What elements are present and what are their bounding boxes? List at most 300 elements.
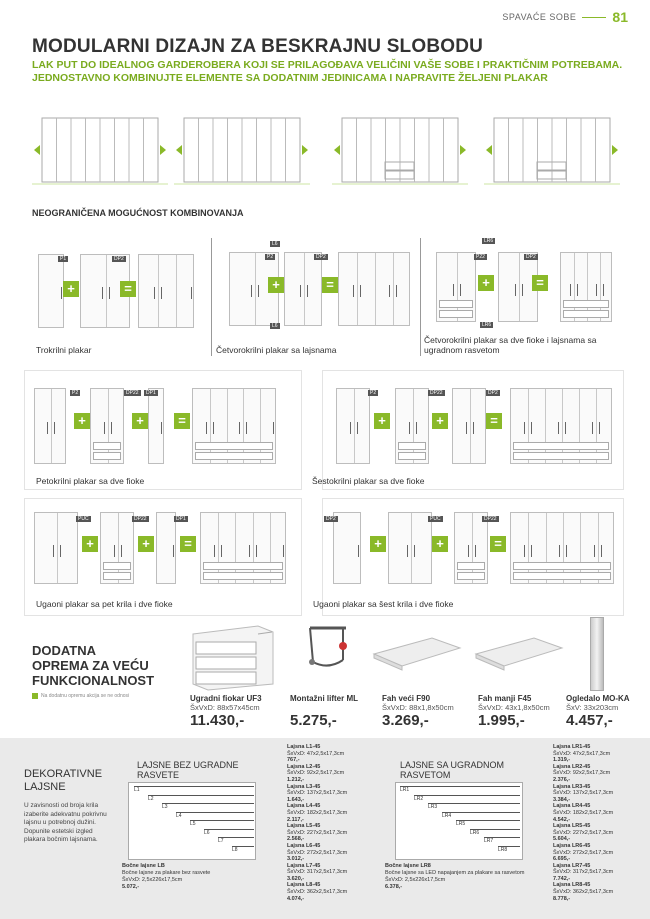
drawer [439, 310, 473, 318]
price-list-item [553, 823, 613, 843]
door-handle [191, 287, 192, 299]
wardrobe-module [192, 388, 276, 464]
item-price: 1.319,- [553, 757, 571, 764]
wardrobe-module [336, 388, 370, 464]
item-name: Lajsna LR3-45 [553, 783, 591, 790]
door-divider [57, 513, 58, 583]
extras-heading-line: DODATNA [32, 643, 97, 658]
module-tag: DP2 [316, 254, 326, 260]
lb-side-desc: Bočne lajsne za plakare bez rasvete [122, 870, 211, 876]
door-handle [524, 545, 525, 557]
item-name: Lajsna L7-45 [287, 862, 321, 869]
wardrobe-module [333, 512, 361, 584]
door-handle [221, 545, 222, 557]
item-dims: ŠxVxD: 182x2,5x17,3cm [553, 809, 614, 816]
extras-note [32, 693, 129, 699]
door-handle [396, 285, 397, 297]
item-price: 4.074,- [287, 895, 305, 902]
door-divider [304, 253, 305, 325]
module-tag: DP2 [114, 256, 124, 262]
door-handle [594, 545, 595, 557]
module-tag: PUC [430, 516, 441, 522]
lb-side-info [122, 863, 272, 891]
drawer [513, 562, 611, 570]
drawer [103, 572, 131, 580]
module-tag: DP22 [484, 516, 497, 522]
lajsna-step: LR2 [414, 795, 520, 802]
door-handle [599, 422, 600, 434]
product-name: Montažni lifter ML [290, 694, 358, 703]
price-list-item [287, 882, 347, 902]
door-handle [109, 287, 110, 299]
item-dims: ŠxVxD: 137x2,5x17,3cm [287, 790, 348, 797]
config-caption: Petokrilni plakar sa dve fioke [36, 476, 145, 486]
door-divider [354, 389, 355, 463]
item-dims: ŠxVxD: 227x2,5x17,3cm [287, 829, 348, 836]
equals-icon: = [490, 536, 506, 552]
door-handle [473, 422, 474, 434]
plus-icon: + [370, 536, 386, 552]
lr-price-list [553, 744, 613, 902]
item-name: Lajsna L3-45 [287, 783, 321, 790]
door-handle [515, 284, 516, 296]
door-handle [559, 545, 560, 557]
drawer [398, 452, 426, 460]
price-list-item [287, 863, 347, 883]
item-dims: ŠxVxD: 362x2,5x17,3cm [553, 889, 614, 896]
product-name: Ogledalo MO-KA [566, 694, 630, 703]
module-tag: LR6 [482, 322, 492, 328]
product-dims [290, 703, 358, 712]
wardrobe-module [34, 512, 78, 584]
module-tag: P22 [476, 254, 485, 260]
config-caption: Ugaoni plakar sa šest krila i dve fioke [313, 599, 454, 609]
door-handle [114, 545, 115, 557]
door-handle [256, 545, 257, 557]
product-card [190, 694, 262, 729]
page-header [502, 9, 628, 25]
door-handle [353, 285, 354, 297]
module-tag: DP2 [488, 390, 498, 396]
module-tag: DP1 [176, 516, 186, 522]
item-name: Lajsna L5-45 [287, 823, 321, 830]
door-handle [531, 422, 532, 434]
drawer [93, 452, 121, 460]
item-dims: ŠxVxD: 92x2,5x17,3cm [553, 770, 611, 777]
lajsna-step: L5 [190, 820, 254, 827]
lajsna-step: LR1 [400, 786, 520, 793]
door-divider [357, 253, 358, 325]
module-tag: PUC [78, 516, 89, 522]
door-handle [414, 545, 415, 557]
door-handle [60, 545, 61, 557]
door-divider [255, 253, 256, 325]
config-caption: Ugaoni plakar sa pet krila i dve fioke [36, 599, 173, 609]
lajsna-step: L1 [134, 786, 254, 793]
wardrobe-module [90, 388, 124, 464]
product-card [290, 694, 358, 729]
price-list-item [287, 764, 347, 784]
door-divider [158, 255, 159, 327]
equals-icon: = [180, 536, 196, 552]
product-name: Ugradni fiokar UF3 [190, 694, 262, 703]
item-price: 5.604,- [553, 836, 571, 843]
drawer [457, 572, 485, 580]
page-subtitle [32, 59, 622, 85]
item-name: Lajsna L8-45 [287, 882, 321, 889]
modular-wardrobe-illustration [172, 104, 312, 194]
item-name: Lajsna L6-45 [287, 842, 321, 849]
drawer [439, 300, 473, 308]
item-price: 8.778,- [553, 895, 571, 902]
item-price: 1.643,- [287, 796, 305, 803]
decor-heading [24, 768, 102, 794]
wardrobe-module [200, 512, 286, 584]
door-handle [407, 545, 408, 557]
item-name: Lajsna L4-45 [287, 803, 321, 810]
door-divider [51, 389, 52, 463]
lajsna-step: L2 [148, 795, 254, 802]
item-dims: ŠxVxD: 92x2,5x17,3cm [287, 770, 345, 777]
drawer [563, 310, 609, 318]
plus-icon: + [63, 281, 79, 297]
door-handle [213, 422, 214, 434]
door-handle [350, 422, 351, 434]
modular-wardrobe-illustration [30, 104, 170, 194]
price-list-item [287, 784, 347, 804]
product-dims: ŠxVxD: 88x57x45cm [190, 703, 260, 712]
lr-side-dims: ŠxVxD: 2,5x226x17,5cm [385, 877, 446, 883]
price-list-item [553, 803, 613, 823]
config-caption: Četvorokrilni plakar sa dve fioke i lajsnama sa ugradnom rasvetom [424, 335, 597, 355]
wardrobe-module [452, 388, 486, 464]
door-divider [393, 253, 394, 325]
door-handle [104, 422, 105, 434]
door-handle [111, 422, 112, 434]
header-rule [582, 17, 606, 18]
wardrobe-module [395, 388, 429, 464]
item-name: Lajsna LR5-45 [553, 823, 591, 830]
door-handle [524, 422, 525, 434]
drawer [513, 452, 609, 460]
door-divider [519, 253, 520, 321]
door-handle [102, 287, 103, 299]
price-list-item [553, 764, 613, 784]
door-handle [357, 422, 358, 434]
divider [211, 238, 212, 356]
door-handle [161, 422, 162, 434]
item-name: Lajsna LR1-45 [553, 744, 591, 750]
wardrobe-module [148, 388, 164, 464]
equals-icon: = [532, 275, 548, 291]
drawer [195, 452, 273, 460]
product-price: 3.269,- [382, 712, 429, 729]
door-handle [592, 422, 593, 434]
door-handle [416, 422, 417, 434]
config-caption: Šestokrilni plakar sa dve fioke [312, 476, 425, 486]
item-name: Lajsna LR8-45 [553, 882, 591, 889]
wardrobe-module [510, 388, 612, 464]
module-tag: DP2 [526, 254, 536, 260]
l-price-list [287, 744, 347, 902]
door-divider [176, 255, 177, 327]
door-handle [206, 422, 207, 434]
lb-side-dims: ŠxVxD: 2,5x226x17,5cm [122, 877, 183, 883]
door-handle [460, 284, 461, 296]
door-handle [239, 422, 240, 434]
module-tag: P2 [370, 390, 377, 396]
lajsna-step: L4 [176, 812, 254, 819]
wardrobe-module [284, 252, 322, 326]
item-dims: ŠxVxD: 317x2,5x17,3cm [287, 869, 348, 876]
drawer [457, 562, 485, 570]
item-name: Lajsna LR7-45 [553, 862, 591, 869]
item-price: 2.376,- [553, 776, 571, 783]
door-handle [300, 285, 301, 297]
door-handle [283, 545, 284, 557]
item-price: 3.012,- [287, 856, 305, 863]
product-dims: ŠxV: 33x203cm [566, 703, 619, 712]
decor-text: U zavisnosti od broja krila izaberite adekvatnu pokrivnu lajsnu u potrebnoj dužini. Dopunite estetski izgled plakara bočnim lajsnama. [24, 802, 107, 843]
price-list-item [287, 843, 347, 863]
lajsna-step: L6 [204, 829, 254, 836]
product-card [382, 694, 454, 729]
note-marker [32, 693, 38, 699]
modular-wardrobe-illustration [330, 104, 470, 194]
door-handle [389, 285, 390, 297]
module-tag: DP22 [126, 390, 139, 396]
lajsna-step: L3 [162, 803, 254, 810]
item-dims: ŠxVxD: 47x2,5x17,3cm [287, 750, 345, 757]
equals-icon: = [120, 281, 136, 297]
drawer [103, 562, 131, 570]
extras-heading-line: OPREMA ZA VEĆU [32, 658, 149, 673]
door-handle [566, 545, 567, 557]
plus-icon: + [138, 536, 154, 552]
equals-icon: = [174, 413, 190, 429]
lb-title: LAJSNE BEZ UGRADNE RASVETE [137, 760, 239, 780]
item-name: Lajsna LR4-45 [553, 803, 591, 810]
drawer-unit-image [188, 622, 278, 692]
door-handle [453, 284, 454, 296]
item-name: Lajsna LR6-45 [553, 842, 591, 849]
product-price: 1.995,- [478, 712, 525, 729]
door-handle [601, 545, 602, 557]
item-price: 3.384,- [553, 796, 571, 803]
plus-icon: + [268, 277, 284, 293]
product-price: 5.275,- [290, 712, 337, 729]
item-dims: ŠxVxD: 272x2,5x17,3cm [553, 849, 614, 856]
config-caption: Trokrilni plakar [36, 345, 92, 355]
modular-wardrobe-illustration [482, 104, 622, 194]
lajsna-step: LR7 [484, 837, 520, 844]
wardrobe-module [138, 254, 194, 328]
decor-heading-line: LAJSNE [24, 781, 66, 793]
price-list-item [553, 882, 613, 902]
item-name: Lajsna L1-45 [287, 744, 321, 750]
plus-icon: + [478, 275, 494, 291]
lb-side-price: 5.072,- [122, 884, 140, 890]
item-price: 6.695,- [553, 856, 571, 863]
item-price: 4.542,- [553, 816, 571, 823]
extras-heading [32, 643, 154, 688]
door-divider [470, 389, 471, 463]
item-dims: ŠxVxD: 182x2,5x17,3cm [287, 809, 348, 816]
door-handle [475, 545, 476, 557]
price-list-item [287, 744, 347, 764]
plus-icon: + [82, 536, 98, 552]
drawer [195, 442, 273, 450]
item-price: 2.117,- [287, 816, 304, 823]
door-handle [570, 284, 571, 296]
config-caption: Četvorokrilni plakar sa lajsnama [216, 345, 337, 355]
price-list-item [287, 803, 347, 823]
door-handle [307, 285, 308, 297]
plus-icon: + [432, 536, 448, 552]
product-price: 4.457,- [566, 712, 613, 729]
door-handle [154, 287, 155, 299]
module-tag: DP2 [326, 516, 336, 522]
module-tag: P1 [60, 256, 67, 262]
product-name: Fah veći F90 [382, 694, 431, 703]
door-handle [409, 422, 410, 434]
extras-heading-line: FUNKCIONALNOST [32, 673, 155, 688]
module-tag: DP1 [146, 390, 156, 396]
door-handle [596, 284, 597, 296]
drawer [93, 442, 121, 450]
item-price: 7.742,- [553, 875, 571, 882]
item-name: Lajsna L2-45 [287, 763, 321, 770]
door-handle [246, 422, 247, 434]
price-list-item [553, 784, 613, 804]
door-handle [565, 422, 566, 434]
item-dims: ŠxVxD: 272x2,5x17,3cm [287, 849, 348, 856]
door-handle [47, 422, 48, 434]
item-name: Lajsna LR2-45 [553, 763, 591, 770]
module-tag: P2 [72, 390, 79, 396]
wardrobe-module [436, 252, 476, 322]
door-handle [273, 422, 274, 434]
lajsna-step: LR3 [428, 803, 520, 810]
price-list-item [287, 823, 347, 843]
lajsna-step: L7 [218, 837, 254, 844]
plus-icon: + [374, 413, 390, 429]
item-dims: ŠxVxD: 317x2,5x17,3cm [553, 869, 614, 876]
product-price: 11.430,- [190, 712, 245, 729]
module-tag: L6 [272, 241, 278, 247]
door-handle [522, 284, 523, 296]
mirror-image [590, 617, 604, 691]
module-tag: DP22 [430, 390, 443, 396]
door-handle [258, 285, 259, 297]
lifter-image [298, 620, 358, 690]
lr-title: LAJSNE SA UGRADNOM RASVETOM [400, 760, 505, 780]
shelf-large-image [372, 636, 462, 676]
drawer [203, 572, 283, 580]
door-handle [161, 287, 162, 299]
lb-side-name: Bočne lajsne LB [122, 863, 165, 869]
item-dims: ŠxVxD: 47x2,5x17,3cm [553, 750, 611, 757]
module-tag: P2 [267, 254, 274, 260]
door-handle [358, 545, 359, 557]
door-handle [53, 545, 54, 557]
price-list-item [553, 744, 613, 764]
shelf-small-image [474, 636, 564, 676]
plus-icon: + [74, 413, 90, 429]
drawer [513, 442, 609, 450]
section-label: SPAVAĆE SOBE [502, 12, 577, 22]
plus-icon: + [132, 413, 148, 429]
combination-heading: NEOGRANIČENA MOGUĆNOST KOMBINOVANJA [32, 208, 244, 218]
door-handle [214, 545, 215, 557]
door-handle [360, 285, 361, 297]
door-handle [603, 284, 604, 296]
door-handle [577, 284, 578, 296]
divider [420, 238, 421, 356]
door-handle [251, 285, 252, 297]
item-price: 1.212,- [287, 776, 305, 783]
subtitle-line: LAK PUT DO IDEALNOG GARDEROBERA KOJI SE PRILAGOĐAVA VELIČINI VAŠE SOBE I PRAKTIČNIM POTREBAMA. [32, 59, 623, 71]
product-card [566, 694, 630, 729]
door-handle [121, 545, 122, 557]
equals-icon: = [486, 413, 502, 429]
price-list-item [553, 843, 613, 863]
door-handle [468, 545, 469, 557]
subtitle-line: JEDNOSTAVNO KOMBINUJTE ELEMENTE SA DODATNIM JEDINICAMA I NAPRAVITE ŽELJENI PLAKAR [32, 72, 548, 84]
lajsna-step: LR5 [456, 820, 520, 827]
price-list-item [553, 863, 613, 883]
wardrobe-module [510, 512, 614, 584]
lr-side-desc: Bočne lajsne sa LED napajanjem za plakare sa rasvetom [385, 870, 525, 876]
door-handle [531, 545, 532, 557]
item-price: 2.568,- [287, 836, 305, 843]
wardrobe-module [38, 254, 64, 328]
note-text: Na dodatnu opremu akcija se ne odnosi [41, 693, 130, 699]
equals-icon: = [322, 277, 338, 293]
lajsna-step: LR6 [470, 829, 520, 836]
module-tag: LR6 [484, 238, 494, 244]
drawer [398, 442, 426, 450]
item-dims: ŠxVxD: 137x2,5x17,3cm [553, 790, 614, 797]
product-dims: ŠxVxD: 88x1,8x50cm [382, 703, 454, 712]
door-divider [411, 513, 412, 583]
module-tag: DP22 [134, 516, 147, 522]
door-handle [61, 287, 62, 299]
wardrobe-module [100, 512, 134, 584]
door-handle [173, 545, 174, 557]
door-handle [249, 545, 250, 557]
door-handle [466, 422, 467, 434]
wardrobe-module [388, 512, 432, 584]
plus-icon: + [432, 413, 448, 429]
drawer [563, 300, 609, 308]
lr-side-price: 6.378,- [385, 884, 403, 890]
wardrobe-module [34, 388, 66, 464]
lajsna-step: LR4 [442, 812, 520, 819]
wardrobe-module [560, 252, 612, 322]
wardrobe-module [156, 512, 176, 584]
page-number: 81 [612, 9, 628, 25]
door-handle [558, 422, 559, 434]
decor-heading-line: DEKORATIVNE [24, 768, 103, 780]
drawer [513, 572, 611, 580]
lajsna-step: L8 [232, 846, 254, 853]
item-price: 767,- [287, 757, 300, 764]
lr-side-info [385, 863, 535, 891]
product-dims: ŠxVxD: 43x1,8x50cm [478, 703, 550, 712]
item-price: 3.620,- [287, 875, 305, 882]
wardrobe-module [338, 252, 410, 326]
